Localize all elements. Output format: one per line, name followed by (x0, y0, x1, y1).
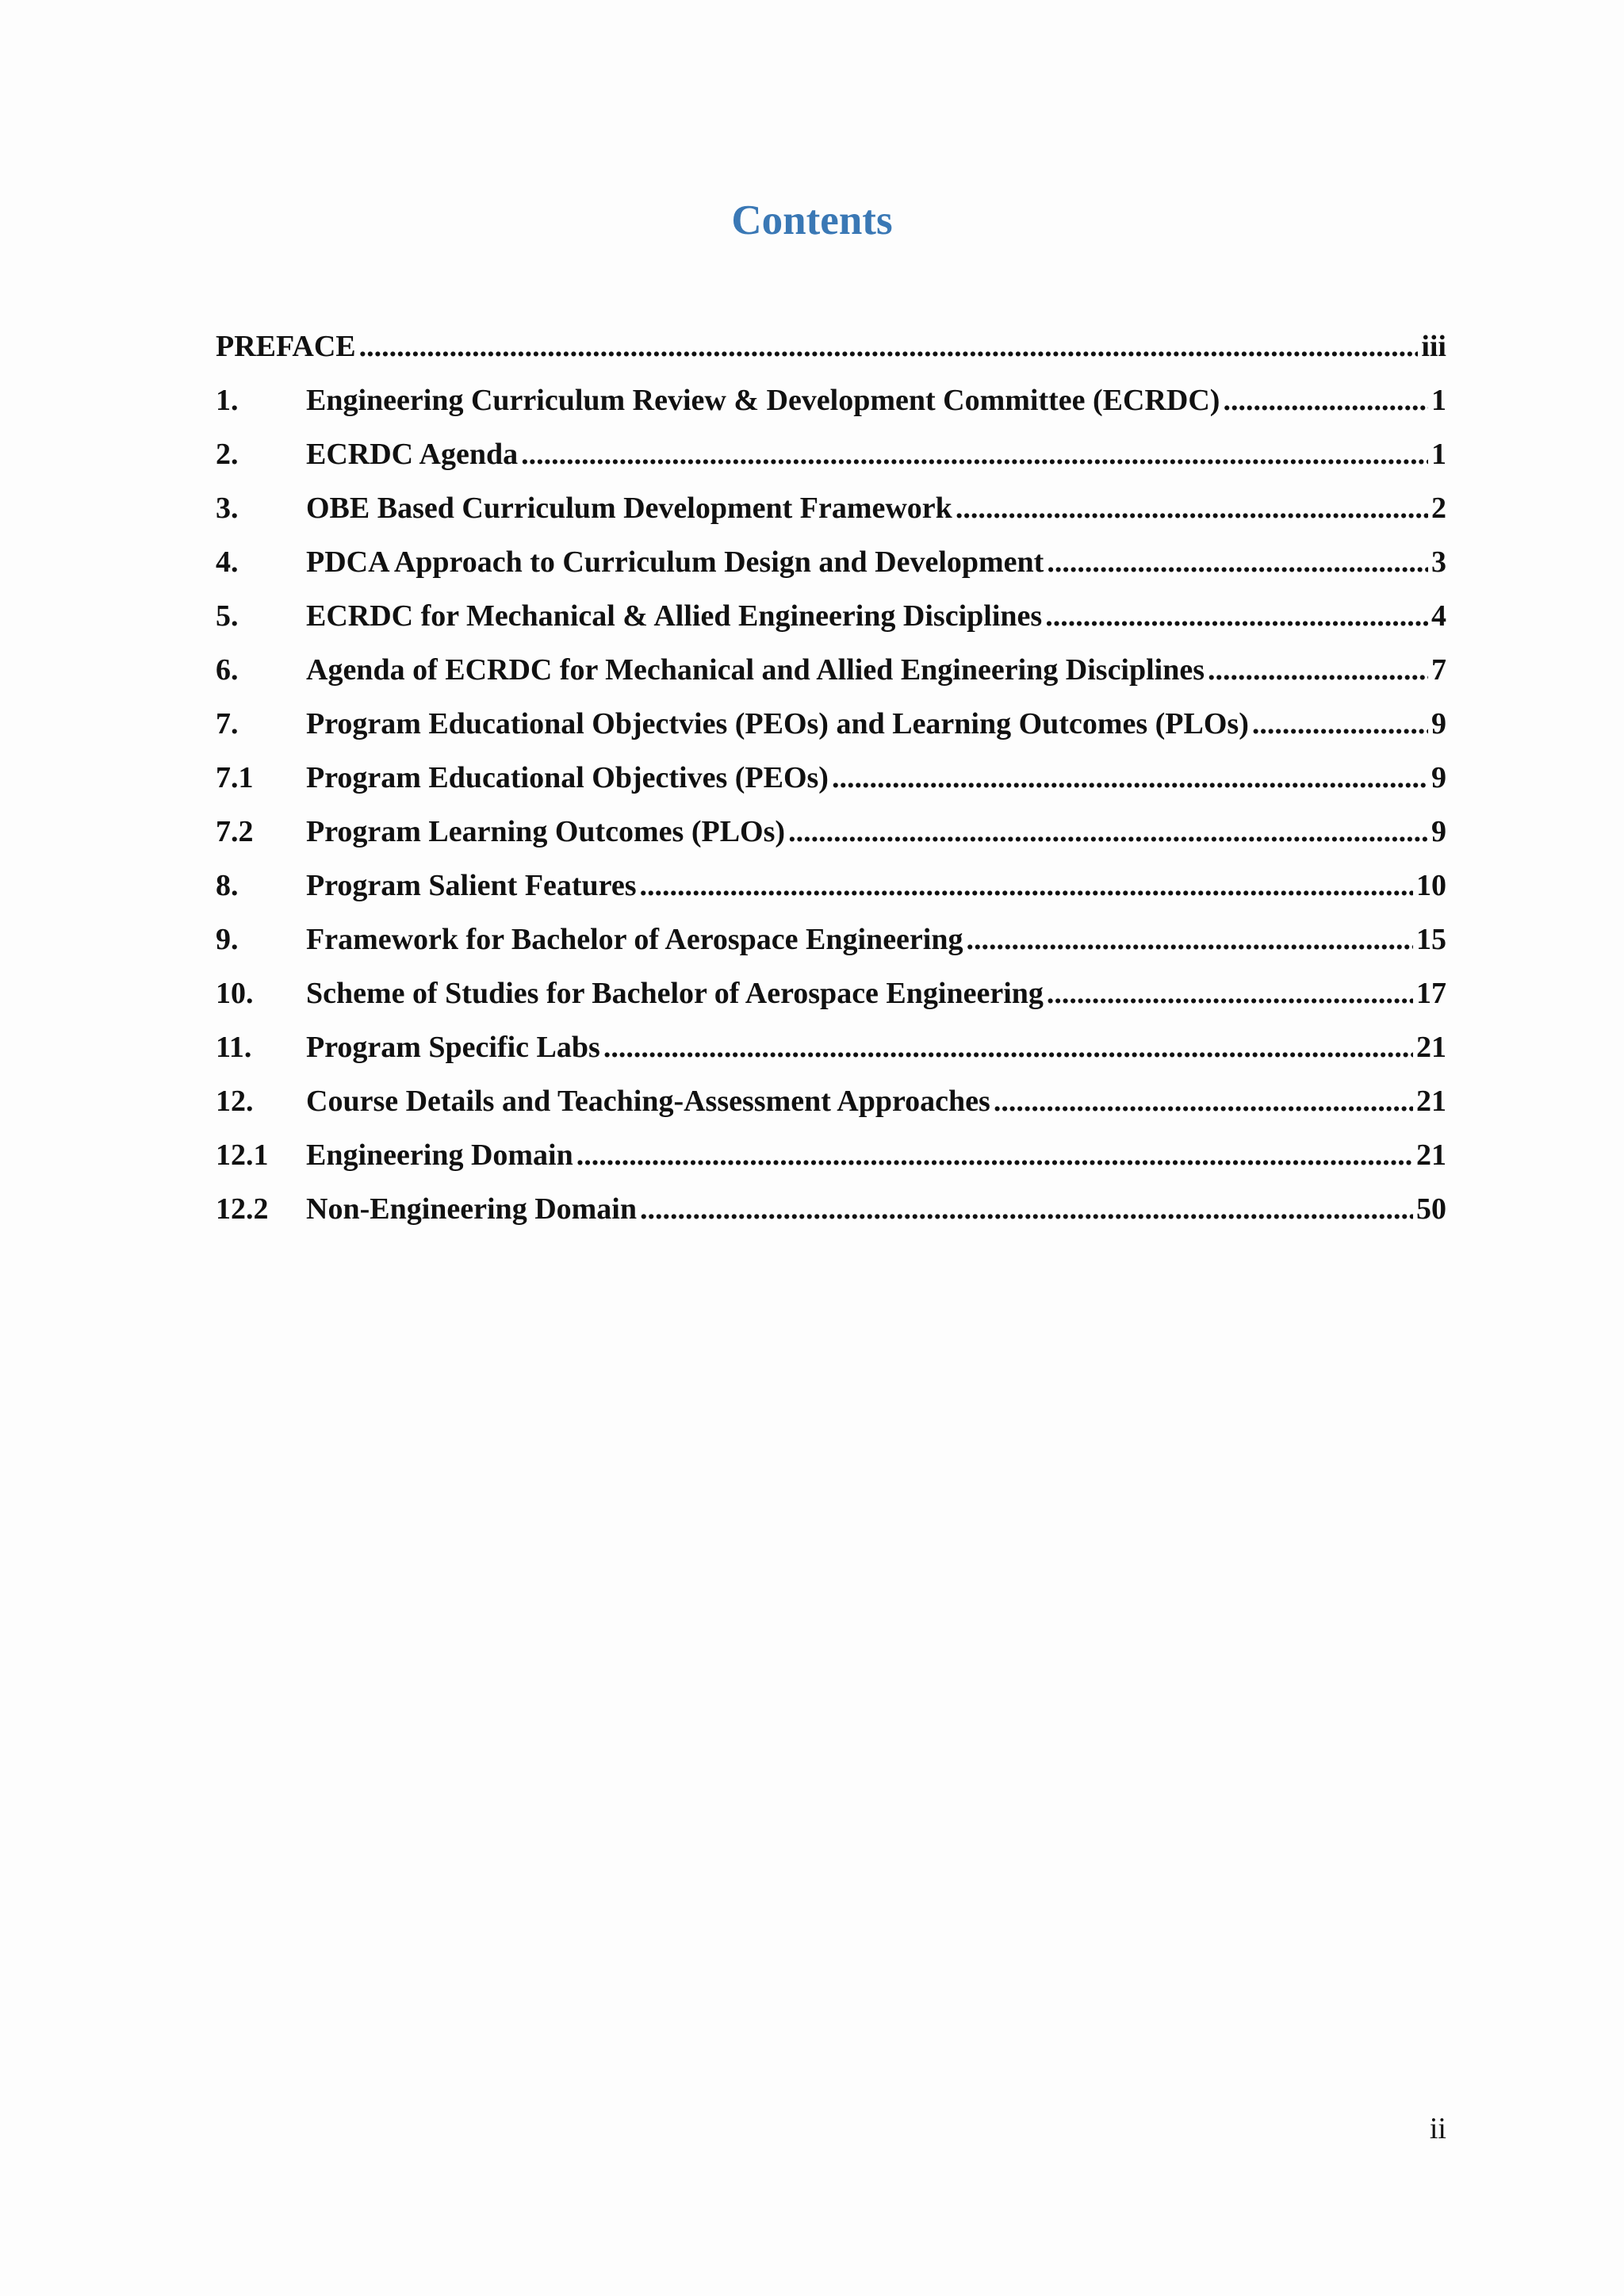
toc-entry-12[interactable] (216, 1081, 1446, 1135)
toc-entry-12-1[interactable] (216, 1135, 1446, 1189)
toc-entry-number: 6. (216, 653, 239, 687)
toc-entry-page: 15 (1416, 923, 1446, 956)
toc-entry-page: 9 (1431, 815, 1446, 848)
toc-entry-title: Non-Engineering Domain (306, 1192, 637, 1226)
toc-entry-number: 5. (216, 599, 239, 633)
toc-entry-page: 21 (1416, 1031, 1446, 1064)
toc-entry-3[interactable] (216, 488, 1446, 542)
toc-entry-11[interactable] (216, 1027, 1446, 1081)
toc-entry-title: Program Educational Objectvies (PEOs) and Learning Outcomes (PLOs) (306, 707, 1249, 740)
toc-entry-7[interactable] (216, 704, 1446, 758)
toc-entry-title: Engineering Domain (306, 1138, 573, 1172)
toc-entry-page: 3 (1431, 545, 1446, 579)
toc-entry-5[interactable] (216, 596, 1446, 650)
toc-entry-number: 4. (216, 545, 239, 579)
toc-entry-page: iii (1421, 330, 1446, 363)
toc-entry-page: 21 (1416, 1085, 1446, 1118)
toc-entry-title: PREFACE (216, 330, 356, 363)
toc-entry-4[interactable] (216, 542, 1446, 596)
toc-entry-page: 1 (1431, 384, 1446, 417)
toc-dot-leader (1045, 596, 1428, 636)
toc-entry-number: 1. (216, 384, 239, 417)
toc-dot-leader (788, 812, 1428, 851)
toc-entry-title: Program Educational Objectives (PEOs) (306, 761, 829, 794)
toc-entry-page: 7 (1431, 653, 1446, 687)
toc-dot-leader (956, 488, 1428, 528)
toc-entry-2[interactable] (216, 434, 1446, 488)
toc-entry-number: 7.2 (216, 815, 254, 848)
toc-entry-number: 12. (216, 1085, 254, 1118)
toc-entry-page: 21 (1416, 1138, 1446, 1172)
toc-entry-page: 4 (1431, 599, 1446, 633)
toc-entry-number: 8. (216, 869, 239, 902)
page-number: ii (1429, 2112, 1446, 2145)
toc-entry-number: 12.2 (216, 1192, 269, 1226)
toc-entry-title: Program Salient Features (306, 869, 637, 902)
toc-entry-number: 12.1 (216, 1138, 269, 1172)
toc-entry-title: OBE Based Curriculum Development Framework (306, 492, 952, 525)
toc-entry-page: 2 (1431, 492, 1446, 525)
toc-dot-leader (1223, 381, 1428, 420)
toc-dot-leader (994, 1081, 1413, 1121)
toc-entry-title: Agenda of ECRDC for Mechanical and Allied Engineering Disciplines (306, 653, 1205, 687)
toc-dot-leader (521, 434, 1428, 474)
toc-dot-leader (1208, 650, 1428, 690)
toc-entry-number: 7. (216, 707, 239, 740)
toc-dot-leader (359, 327, 1419, 366)
toc-dot-leader (603, 1027, 1413, 1067)
toc-entry-8[interactable] (216, 866, 1446, 920)
toc-entry-title: Framework for Bachelor of Aerospace Engineering (306, 923, 963, 956)
toc-entry-number: 9. (216, 923, 239, 956)
toc-entry-number: 7.1 (216, 761, 254, 794)
toc-entry-1[interactable] (216, 381, 1446, 434)
toc-entry-number: 2. (216, 438, 239, 471)
toc-entry-title: ECRDC for Mechanical & Allied Engineering Disciplines (306, 599, 1043, 633)
toc-entry-title: Program Learning Outcomes (PLOs) (306, 815, 786, 848)
toc-entry-number: 3. (216, 492, 239, 525)
toc-entry-page: 9 (1431, 761, 1446, 794)
toc-entry-page: 10 (1416, 869, 1446, 902)
toc-entry-title: Course Details and Teaching-Assessment Approaches (306, 1085, 990, 1118)
toc-entry-page: 1 (1431, 438, 1446, 471)
toc-entry-page: 50 (1416, 1192, 1446, 1226)
toc-entry-10[interactable] (216, 974, 1446, 1027)
toc-entry-title: Engineering Curriculum Review & Development Committee (ECRDC) (306, 384, 1220, 417)
toc-entry-6[interactable] (216, 650, 1446, 704)
page-title: Contents (731, 197, 893, 243)
toc-entry-7-1[interactable] (216, 758, 1446, 812)
toc-entry-title: ECRDC Agenda (306, 438, 519, 471)
toc-dot-leader (1047, 542, 1428, 582)
toc-dot-leader (640, 1189, 1413, 1229)
toc-dot-leader (1252, 704, 1428, 744)
toc-entry-12-2[interactable] (216, 1189, 1446, 1243)
toc-entry-title: Program Specific Labs (306, 1031, 600, 1064)
toc-dot-leader (1047, 974, 1413, 1013)
toc-entry-number: 11. (216, 1031, 252, 1064)
toc-entry-page: 9 (1431, 707, 1446, 740)
toc-entry-number: 10. (216, 977, 254, 1010)
toc-entry-preface[interactable] (216, 327, 1446, 381)
toc-entry-title: PDCA Approach to Curriculum Design and Development (306, 545, 1044, 579)
toc-entry-title: Scheme of Studies for Bachelor of Aerospace Engineering (306, 977, 1044, 1010)
toc-entry-7-2[interactable] (216, 812, 1446, 866)
toc-dot-leader (640, 866, 1413, 905)
toc-entry-page: 17 (1416, 977, 1446, 1010)
toc-dot-leader (576, 1135, 1413, 1175)
toc-dot-leader (832, 758, 1428, 798)
toc-dot-leader (967, 920, 1414, 959)
table-of-contents (216, 327, 1446, 1243)
toc-entry-9[interactable] (216, 920, 1446, 974)
